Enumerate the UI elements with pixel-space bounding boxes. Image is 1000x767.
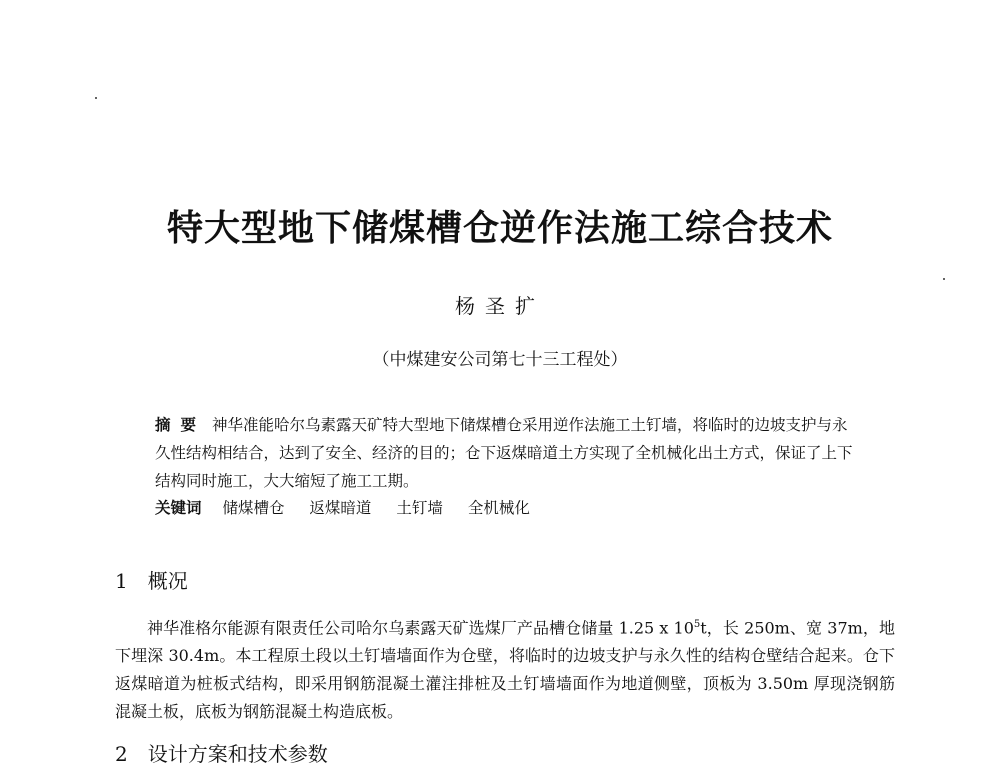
section-heading bbox=[115, 565, 188, 594]
paragraph-text: t，长 250m、宽 37m，地下埋深 30.4m。本工程原土段以土钉墙墙面作为仓壁，将临时的边坡支护与永久性的结构仓壁结合起来。仓下返煤暗道为桩板式结构，即采用钢筋混凝土灌注排桩及土钉墙墙面作为地道侧壁，顶板为 3.50m 厚现浇钢筋混凝土板，底板为钢筋混凝土构造底板。 bbox=[115, 618, 895, 722]
abstract-label: 摘要 bbox=[155, 415, 207, 434]
section-heading bbox=[115, 738, 328, 767]
keyword-item: 土钉墙 bbox=[396, 499, 443, 517]
paragraph-text: 神华准格尔能源有限责任公司哈尔乌素露天矿选煤厂产品槽仓储量 1.25 x 10 bbox=[147, 618, 694, 638]
abstract-block bbox=[155, 411, 855, 495]
body-paragraph bbox=[115, 611, 895, 726]
paper-title: 特大型地下储煤槽仓逆作法施工综合技术 bbox=[166, 208, 833, 249]
section-title: 概况 bbox=[147, 569, 188, 593]
section-number: 2 bbox=[115, 742, 128, 766]
scan-speck bbox=[943, 278, 945, 280]
scan-speck bbox=[95, 97, 97, 99]
exponent: 5 bbox=[693, 619, 701, 630]
abstract-text: 神华准能哈尔乌素露天矿特大型地下储煤槽仓采用逆作法施工土钉墙，将临时的边坡支护与永久性结构相结合，达到了安全、经济的目的；仓下返煤暗道土方实现了全机械化出土方式，保证了上下结构同时施工，大大缩短了施工工期。 bbox=[155, 416, 853, 490]
section-number: 1 bbox=[115, 569, 128, 593]
section-title: 设计方案和技术参数 bbox=[147, 742, 328, 766]
keywords-label: 关键词 bbox=[155, 498, 202, 517]
keyword-item: 储煤槽仓 bbox=[222, 499, 285, 517]
author-affiliation: （中煤建安公司第七十三工程处） bbox=[372, 350, 628, 370]
keyword-item: 全机械化 bbox=[467, 499, 530, 517]
author-name: 杨圣扩 bbox=[455, 294, 545, 318]
keywords-line bbox=[155, 496, 550, 518]
keyword-item: 返煤暗道 bbox=[309, 499, 372, 517]
